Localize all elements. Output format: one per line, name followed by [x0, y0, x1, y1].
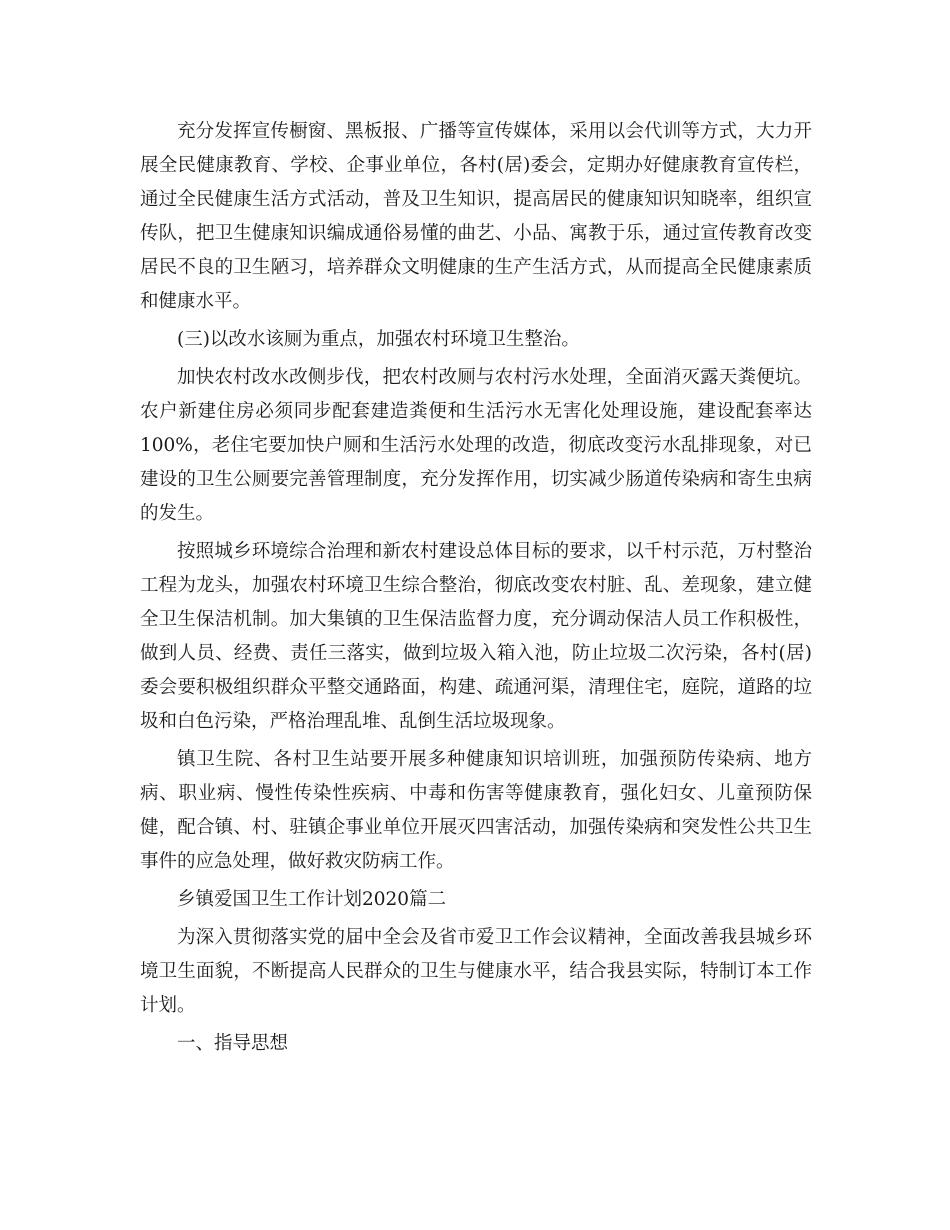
section-heading-3: (三)以改水该厕为重点，加强农村环境卫生整治。	[177, 329, 580, 350]
paragraph-toilet-reform: 加快农村改水改侧步伐，把农村改厕与农村污水处理，全面消灭露天粪便坑。农户新建住房必须同步配套建造粪便和生活污水无害化处理设施，建设配套率达100%，老住宅要加快户厕和生活污水处理的改造，彻底改变污水乱排现象，对已建设的卫生公厕要完善管理制度，充分发挥作用，切实减少肠道传染病和寄生虫病的发生。	[140, 367, 812, 524]
section-heading-guiding-ideology: 一、指导思想	[177, 1033, 289, 1054]
paragraph-intro: 为深入贯彻落实党的届中全会及省市爱卫工作会议精神，全面改善我县城乡环境卫生面貌，不断提高人民群众的卫生与健康水平，结合我县实际，特制订本工作计划。	[140, 927, 812, 1016]
paragraph-health-training: 镇卫生院、各村卫生站要开展多种健康知识培训班，加强预防传染病、地方病、职业病、慢性传染性疾病、中毒和伤害等健康教育，强化妇女、儿童预防保健，配合镇、村、驻镇企事业单位开展灭四害活动，加强传染病和突发性公共卫生事件的应急处理，做好救灾防病工作。	[140, 749, 812, 872]
article-title-part-two: 乡镇爱国卫生工作计划2020篇二	[177, 889, 447, 910]
paragraph-publicity: 充分发挥宣传橱窗、黑板报、广播等宣传媒体，采用以会代训等方式，大力开展全民健康教育、学校、企事业单位，各村(居)委会，定期办好健康教育宣传栏，通过全民健康生活方式活动，普及卫生知识，提高居民的健康知识知晓率，组织宣传队，把卫生健康知识编成通俗易懂的曲艺、小品、寓教于乐，通过宣传教育改变居民不良的卫生陋习，培养群众文明健康的生产生活方式，从而提高全民健康素质和健康水平。	[140, 121, 812, 312]
paragraph-environment-rectification: 按照城乡环境综合治理和新农村建设总体目标的要求，以千村示范，万村整治工程为龙头，加强农村环境卫生综合整治，彻底改变农村脏、乱、差现象，建立健全卫生保洁机制。加大集镇的卫生保洁监督力度，充分调动保洁人员工作积极性，做到人员、经费、责任三落实，做到垃圾入箱入池，防止垃圾二次污染，各村(居)委会要积极组织群众平整交通路面，构建、疏通河渠，清理住宅，庭院，道路的垃圾和白色污染，严格治理乱堆、乱倒生活垃圾现象。	[140, 541, 812, 732]
document-body	[140, 115, 812, 1065]
